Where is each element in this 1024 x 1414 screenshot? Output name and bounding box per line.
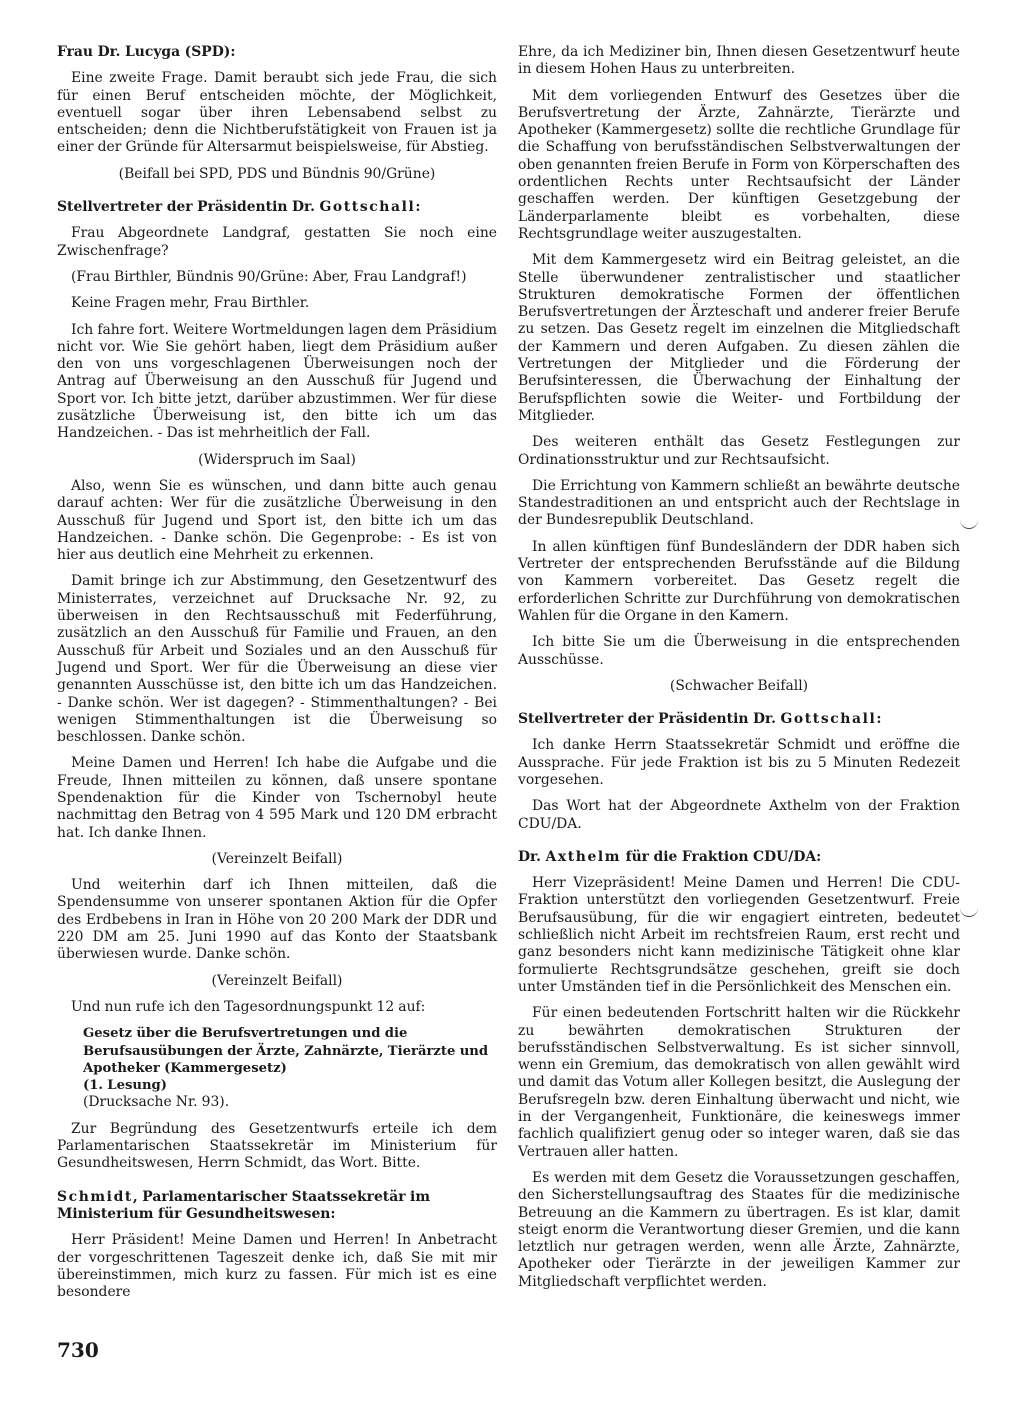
speaker-heading: Frau Dr. Lucyga (SPD):	[57, 44, 236, 60]
reaction-note: (Widerspruch im Saal)	[198, 451, 356, 468]
paragraph: Ich danke Herrn Staatssekretär Schmidt und eröffne die Aussprache. Für jede Fraktion ist bis zu 5 Minuten Redezeit vorgesehen.	[518, 737, 960, 788]
agenda-item	[57, 1025, 497, 1111]
speaker-prefix: Dr.	[518, 848, 546, 865]
speaker-suffix: :	[415, 199, 421, 216]
paragraph: Zur Begründung des Gesetzentwurfs erteile ich dem Parlamentarischen Staatssekretär im Ministerium für Gesundheitswesen, Herrn Schmidt, das Wort. Bitte.	[57, 1120, 497, 1172]
paragraph: Damit bringe ich zur Abstimmung, den Gesetzentwurf des Ministerrates, verzeichnet auf Drucksache Nr. 92, zu überweisen in den Rechtsausschuß mit Federführung, zusätzlich an den Ausschuß für Familie und Frauen, an den Ausschuß für Arbeit und Soziales und an den Ausschuß für Jugend und Sport. Wer für die Überweisung an diese vier genannten Ausschüsse ist, den bitte ich um das Handzeichen. - Danke schön. Wer ist dagegen? - Stimmenthaltungen? - Bei wenigen Stimmenthaltungen ist die Überweisung so beschlossen. Danke schön.	[57, 573, 497, 746]
paragraph: Herr Präsident! Meine Damen und Herren! In Anbetracht der vorgeschrittenen Tageszeit denke ich, daß Sie mit mir übereinstimmen, mich kurz zu fassen. Für mich ist es eine besondere	[57, 1232, 497, 1301]
speaker-heading	[518, 711, 960, 728]
paragraph: (Frau Birthler, Bündnis 90/Grüne: Aber, Frau Landgraf!)	[71, 268, 467, 285]
reaction-note: (Vereinzelt Beifall)	[211, 972, 343, 989]
speaker-suffix: :	[876, 711, 882, 728]
reaction-note: (Schwacher Beifall)	[669, 677, 809, 694]
paragraph: Für einen bedeutenden Fortschritt halten wir die Rückkehr zu bewährten demokratischen Strukturen der berufsständischen Selbstverwaltung. Es ist sicher sinnvoll, wenn ein Gremium, das demokratisch von allen gewählt wird und damit das Votum aller Kollegen besitzt, die Auslegung der Berufsregeln bzw. deren Einhaltung überwacht und nicht, wie in der Vergangenheit, Funktionäre, die keineswegs immer fachlich qualifiziert genug oder so integer waren, daß sie das Vertrauen aller hatten.	[518, 1005, 960, 1160]
paragraph: Ich bitte Sie um die Überweisung in die entsprechenden Ausschüsse.	[518, 634, 960, 668]
paragraph: Mit dem Kammergesetz wird ein Beitrag geleistet, an die Stelle überwundener zentralistischer und staatlicher Strukturen demokratische Formen der öffentlichen Berufsvertretungen der Ärzteschaft und anderer freier Berufe zu setzen. Das Gesetz regelt im einzelnen die Mitgliedschaft der Kammern und deren Aufgaben. Zu diesen zählen die Vertretungen der Mitglieder und die Förderung der Berufsinteressen, die Überwachung der Einhaltung der Berufspflichten sowie die Weiter- und Fortbildung der Mitglieder.	[518, 252, 960, 424]
agenda-title: Gesetz über die Berufsvertretungen und die Berufsausübungen der Ärzte, Zahnärzte, Tierärzte und Apotheker (Kammergesetz)	[83, 1026, 489, 1076]
paragraph: Des weiteren enthält das Gesetz Festlegungen zur Ordinationsstruktur und zur Rechtsaufsicht.	[518, 434, 960, 468]
reaction-note: (Vereinzelt Beifall)	[211, 850, 343, 867]
speaker-name: Schmidt	[57, 1188, 133, 1205]
speaker-heading	[57, 199, 497, 216]
speaker-prefix: Stellvertreter der Präsidentin Dr.	[518, 711, 781, 728]
reaction-note: (Beifall bei SPD, PDS und Bündnis 90/Grüne)	[118, 165, 436, 182]
paragraph: Und nun rufe ich den Tagesordnungspunkt 12 auf:	[71, 998, 426, 1015]
speaker-name: Gottschall	[780, 711, 877, 728]
paragraph: In allen künftigen fünf Bundesländern der DDR haben sich Vertreter der entsprechenden Berufsstände auf die Bildung von Kammern vorbereitet. Das Gesetz regelt die erforderlichen Schritte zur Durchführung von demokratischen Wahlen für die Organe in den Kamern.	[518, 538, 960, 624]
paragraph: Keine Fragen mehr, Frau Birthler.	[71, 295, 310, 312]
margin-mark-icon	[960, 906, 978, 917]
agenda-reading: (1. Lesung)	[83, 1078, 168, 1094]
margin-mark-icon	[960, 518, 978, 529]
paragraph: Frau Abgeordnete Landgraf, gestatten Sie noch eine Zwischenfrage?	[57, 225, 497, 259]
speaker-name: Gottschall	[319, 199, 416, 216]
paragraph: Es werden mit dem Gesetz die Voraussetzungen geschaffen, den Sicherstellungsauftrag des Staates für die medizinische Betreuung an die Kammern zu übertragen. Es ist klar, damit steigt enorm die Verantwortung dieser Gremien, und die kann letztlich nur getragen werden, wenn alle Ärzte, Zahnärzte, Apotheker oder Tierärzte in der jeweiligen Kammer zur Mitgliedschaft verpflichtet werden.	[518, 1169, 960, 1290]
paragraph: Meine Damen und Herren! Ich habe die Aufgabe und die Freude, Ihnen mitteilen zu können, daß unsere spontane Spendenaktion für die Kinder von Tschernobyl heute nachmittag den Betrag von 4 595 Mark und 120 DM erbracht hat. Ich danke Ihnen.	[57, 755, 497, 841]
speaker-suffix: , Parlamentarischer Staatssekretär im Ministerium für Gesundheitswesen:	[57, 1188, 431, 1222]
speaker-name: Axthelm	[545, 848, 622, 865]
right-column	[518, 44, 960, 1291]
speaker-heading	[518, 849, 960, 866]
paragraph: Ich fahre fort. Weitere Wortmeldungen lagen dem Präsidium nicht vor. Wie Sie gehört haben, liegt dem Präsidium außer den von uns vorgeschlagenen Überweisungen noch der Antrag auf Überweisung an den Ausschuß für Jugend und Sport vor. Ich bitte jetzt, darüber abzustimmen. Wer für diese zusätzliche Überweisung ist, den bitte ich um das Handzeichen. - Das ist mehrheitlich der Fall.	[57, 321, 497, 442]
paragraph: Und weiterhin darf ich Ihnen mitteilen, daß die Spendensumme von unserer spontanen Aktion für die Opfer des Erdbebens in Iran in Höhe von 20 200 Mark der DDR und 220 DM am 25. Juni 1990 auf das Konto der Staatsbank überwiesen wurde. Danke schön.	[57, 877, 497, 963]
paragraph: Also, wenn Sie es wünschen, und dann bitte auch genau darauf achten: Wer für die zusätzliche Überweisung in den Ausschuß für Jugend und Sport ist, den bitte ich um das Handzeichen. - Danke schön. Die Gegenprobe: - Es ist von hier aus deutlich eine Mehrheit zu erkennen.	[57, 477, 497, 564]
left-column	[57, 44, 497, 1301]
paragraph: Die Errichtung von Kammern schließt an bewährte deutsche Standestraditionen an und entspricht auch der Rechtslage in der Bundesrepublik Deutschland.	[518, 477, 960, 529]
paragraph: Ehre, da ich Mediziner bin, Ihnen diesen Gesetzentwurf heute in diesem Hohen Haus zu unterbreiten.	[518, 44, 960, 78]
agenda-document: (Drucksache Nr. 93).	[83, 1094, 230, 1111]
speaker-suffix: für die Fraktion CDU/DA:	[621, 848, 822, 865]
paragraph: Das Wort hat der Abgeordnete Axthelm von der Fraktion CDU/DA.	[518, 798, 960, 832]
speaker-prefix: Stellvertreter der Präsidentin Dr.	[57, 199, 320, 216]
speaker-heading	[57, 1189, 497, 1224]
paragraph: Eine zweite Frage. Damit beraubt sich jede Frau, die sich für einen Beruf entscheiden möchte, der Möglichkeit, eventuell sogar über ihren Lebensabend selbst zu entscheiden; denn die Nichtberufstätigkeit von Frauen ist ja einer der Gründe für Altersarmut beispielsweise, für Abstieg.	[57, 70, 497, 156]
paragraph: Herr Vizepräsident! Meine Damen und Herren! Die CDU-Fraktion unterstützt den vorliegenden Gesetzentwurf. Freie Berufsausübung, für die wir engagiert eintreten, bedeutet schließlich nicht Arbeit im rechtsfreien Raum, erst recht und ganz besonders nicht kann medizinische Tätigkeit ohne klar formulierte Rechtsgrundsätze geschehen, greift sie doch unter Umständen tief in die Persönlichkeit des Menschen ein.	[518, 875, 960, 995]
paragraph: Mit dem vorliegenden Entwurf des Gesetzes über die Berufsvertretung der Ärzte, Zahnärzte, Tierärzte und Apotheker (Kammergesetz) sollte die rechtliche Grundlage für die Schaffung von berufsständischen Selbstverwaltungen der oben genannten freien Berufe in Form von Körperschaften des ordentlichen Rechts unter Rechtsaufsicht der Länder geschaffen werden. Der künftigen Gesetzgebung der Länderparlamente bleibt es vorbehalten, diese Rechtsgrundlage weiter auszugestalten.	[518, 87, 960, 242]
page-number: 730	[57, 1338, 99, 1362]
